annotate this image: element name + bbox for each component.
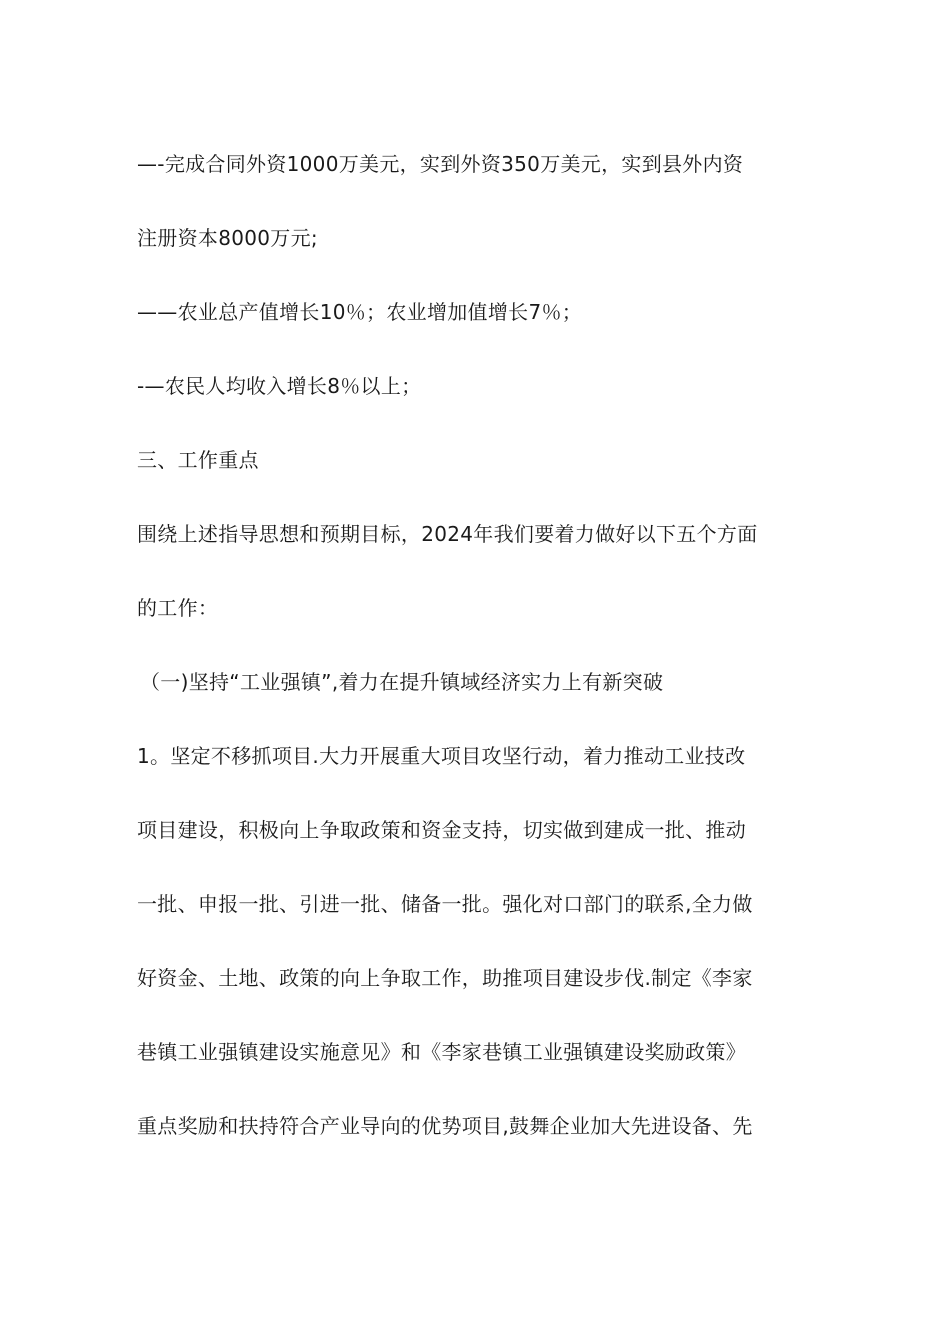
text-line-farmer-income: -—农民人均收入增长8％以上； xyxy=(137,374,422,398)
text-line-intro-continued: 的工作： xyxy=(137,596,219,620)
section-heading-work-focus: 三、工作重点 xyxy=(137,448,259,472)
text-line-registered-capital: 注册资本8000万元; xyxy=(137,226,318,250)
subsection-heading-industry: （一)坚持“工业强镇”,着力在提升镇域经济实力上有新突破 xyxy=(140,670,664,694)
paragraph-line-5: 巷镇工业强镇建设实施意见》和《李家巷镇工业强镇建设奖励政策》 xyxy=(137,1040,746,1064)
paragraph-line-4: 好资金、土地、政策的向上争取工作，助推项目建设步伐.制定《李家 xyxy=(137,966,753,990)
paragraph-line-6: 重点奖励和扶持符合产业导向的优势项目,鼓舞企业加大先进设备、先 xyxy=(137,1114,753,1138)
paragraph-line-1: 1。坚定不移抓项目.大力开展重大项目攻坚行动，着力推动工业技改 xyxy=(137,744,746,768)
text-line-intro: 围绕上述指导思想和预期目标，2024年我们要着力做好以下五个方面 xyxy=(137,522,758,546)
text-line-agriculture-output: ——农业总产值增长10％；农业增加值增长7％； xyxy=(137,300,583,324)
text-line-foreign-investment: —-完成合同外资1000万美元，实到外资350万美元，实到县外内资 xyxy=(137,152,744,176)
paragraph-line-3: 一批、申报一批、引进一批、储备一批。强化对口部门的联系,全力做 xyxy=(137,892,753,916)
paragraph-line-2: 项目建设，积极向上争取政策和资金支持，切实做到建成一批、推动 xyxy=(137,818,746,842)
